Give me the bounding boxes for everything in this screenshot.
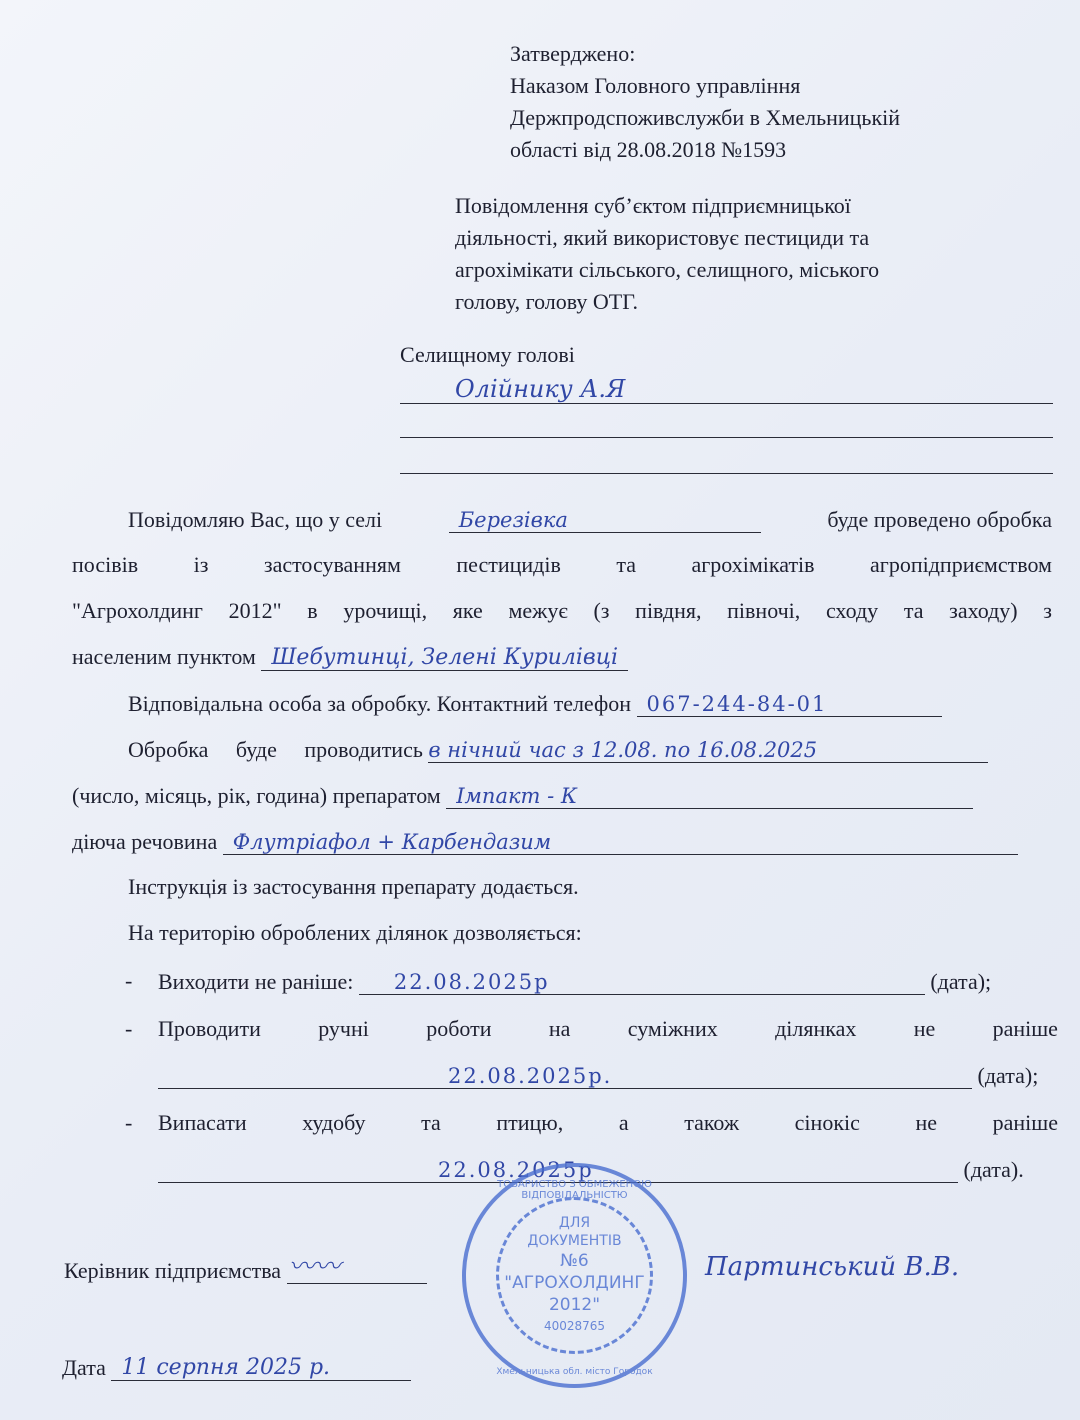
word: птицю,: [496, 1110, 564, 1135]
stamp-text: "АГРОХОЛДИНГ: [504, 1273, 645, 1293]
word: півдня,: [635, 598, 702, 623]
word: агрохімікатів: [691, 552, 815, 577]
blank-line: [400, 448, 1053, 474]
stamp-code: 40028765: [543, 1319, 606, 1333]
text: проводитись: [304, 737, 423, 762]
title-line: агрохімікати сільського, селищного, міського: [455, 257, 880, 282]
word: в: [307, 598, 318, 623]
word: сінокіс: [794, 1110, 860, 1135]
treatment-row: [128, 736, 988, 763]
word: не: [915, 1110, 938, 1135]
list-dash: -: [125, 1016, 133, 1041]
title-line: голову, голову ОТГ.: [455, 289, 638, 314]
text: (дата);: [930, 969, 992, 994]
text: населеним пунктом: [72, 644, 256, 669]
item3-row: [158, 1110, 1058, 1136]
text: Керівник підприємства: [64, 1258, 282, 1283]
allowed-text: На територію оброблених ділянок дозволяється:: [128, 920, 582, 945]
word: роботи: [426, 1016, 492, 1041]
word: пестицидів: [456, 552, 561, 577]
paragraph-line: [128, 506, 1052, 533]
word: агропідприємством: [870, 552, 1052, 577]
word: ручні: [318, 1016, 369, 1041]
stamp-text: ДОКУМЕНТІВ: [527, 1233, 622, 1249]
word: суміжних: [627, 1016, 718, 1041]
word: із: [193, 552, 209, 577]
word: худобу: [302, 1110, 366, 1135]
text: буде: [235, 737, 277, 762]
item2-date-row: [158, 1062, 1038, 1089]
stamp-text: №6: [560, 1251, 589, 1271]
substance-row: [72, 828, 1018, 855]
title-line: Повідомлення суб’єктом підприємницької: [455, 193, 851, 218]
substance-value: Флутріафол + Карбендазим: [232, 830, 552, 854]
preparation-field: [446, 782, 973, 809]
word: урочищі,: [343, 598, 428, 623]
paragraph-line: [72, 552, 1052, 578]
title-line: діяльності, який використовує пестициди та: [455, 225, 870, 250]
word: раніше: [992, 1110, 1058, 1135]
item2-date-field: [158, 1062, 972, 1089]
date-row: [62, 1354, 411, 1381]
phone-row: [128, 690, 942, 717]
treatment-time-value: в нічний час з 12.08. по 16.08.2025: [428, 738, 818, 762]
word: застосуванням: [263, 552, 401, 577]
date-field: [111, 1354, 411, 1381]
settlements-row: [72, 644, 628, 670]
word: посівів: [72, 552, 139, 577]
company-stamp: [462, 1163, 687, 1388]
text: діюча речовина: [72, 829, 218, 854]
stamp-city: Хмельницька обл. місто Городок: [496, 1367, 653, 1377]
word: не: [913, 1016, 936, 1041]
word: півночі,: [727, 598, 801, 623]
word: "Агрохолдинг: [72, 598, 203, 623]
item3-date-value: 22.08.2025р: [438, 1158, 594, 1182]
word: та: [421, 1110, 441, 1135]
item1-date-field: [359, 968, 925, 995]
approval-block: [510, 38, 900, 166]
word: а: [618, 1110, 629, 1135]
text: Виходити не раніше:: [158, 969, 354, 994]
signature-field: [287, 1252, 427, 1284]
approval-line: Затверджено:: [510, 41, 636, 66]
treatment-time-field: [428, 736, 988, 763]
text: (число, місяць, рік, година) препаратом: [72, 783, 441, 808]
addressee-label: Селищному голові: [400, 342, 575, 367]
text: буде проведено обробка: [827, 507, 1052, 532]
word: яке: [452, 598, 483, 623]
word: раніше: [992, 1016, 1058, 1041]
date-value: 11 серпня 2025 р.: [121, 1355, 331, 1380]
phone-field: [637, 690, 942, 717]
word: з: [1043, 598, 1052, 623]
text: Повідомляю Вас, що у селі: [128, 507, 383, 532]
text: Відповідальна особа за обробку. Контактний телефон: [128, 691, 631, 716]
signature-scribble: 〰〰: [288, 1252, 341, 1282]
addressee-line: [400, 375, 1053, 404]
word: 2012": [228, 598, 282, 623]
notice-title: [455, 190, 879, 318]
word: Випасати: [158, 1110, 247, 1135]
stamp-text: ДЛЯ: [558, 1215, 591, 1231]
item1-date-value: 22.08.2025р: [393, 970, 550, 994]
word: та: [903, 598, 924, 623]
preparation-row: [72, 782, 973, 809]
approval-line: області від 28.08.2018 №1593: [510, 137, 787, 162]
word: Проводити: [158, 1016, 261, 1041]
approval-line: Наказом Головного управління: [510, 73, 801, 98]
word: на: [548, 1016, 571, 1041]
village-value: Березівка: [458, 508, 568, 532]
phone-value: 067-244-84-01: [646, 692, 828, 716]
word: заходу): [949, 598, 1018, 623]
text: (дата).: [963, 1157, 1024, 1182]
village-field: [449, 506, 761, 533]
item1-row: [158, 968, 991, 995]
preparation-value: Імпакт - К: [456, 784, 578, 808]
text: Дата: [62, 1355, 106, 1380]
list-dash: -: [125, 968, 133, 993]
list-dash: -: [125, 1110, 133, 1135]
item2-date-value: 22.08.2025р.: [448, 1064, 613, 1088]
word: (з: [593, 598, 610, 623]
word: та: [616, 552, 637, 577]
addressee-name: Олійнику А.Я: [455, 375, 626, 403]
word: сходу: [825, 598, 879, 623]
word: ділянках: [775, 1016, 857, 1041]
director-name: Партинський В.В.: [705, 1252, 960, 1282]
text: (дата);: [977, 1063, 1039, 1088]
paragraph-line: [72, 598, 1052, 624]
instruction-text: Інструкція із застосування препарату додається.: [128, 874, 579, 899]
substance-field: [223, 828, 1018, 855]
settlements-value: Шебутинці, Зелені Курилівці: [261, 645, 628, 671]
stamp-text: 2012": [548, 1295, 601, 1315]
approval-line: Держпродспоживслужби в Хмельницькій: [510, 105, 901, 130]
blank-line: [400, 412, 1053, 438]
word: межує: [508, 598, 568, 623]
text: Обробка: [128, 737, 209, 762]
signature-row: [64, 1252, 427, 1284]
word: також: [684, 1110, 740, 1135]
stamp-ring-text: ТОВАРИСТВО З ОБМЕЖЕНОЮ ВІДПОВІДАЛЬНІСТЮ: [497, 1179, 652, 1201]
item2-row: [158, 1016, 1058, 1042]
